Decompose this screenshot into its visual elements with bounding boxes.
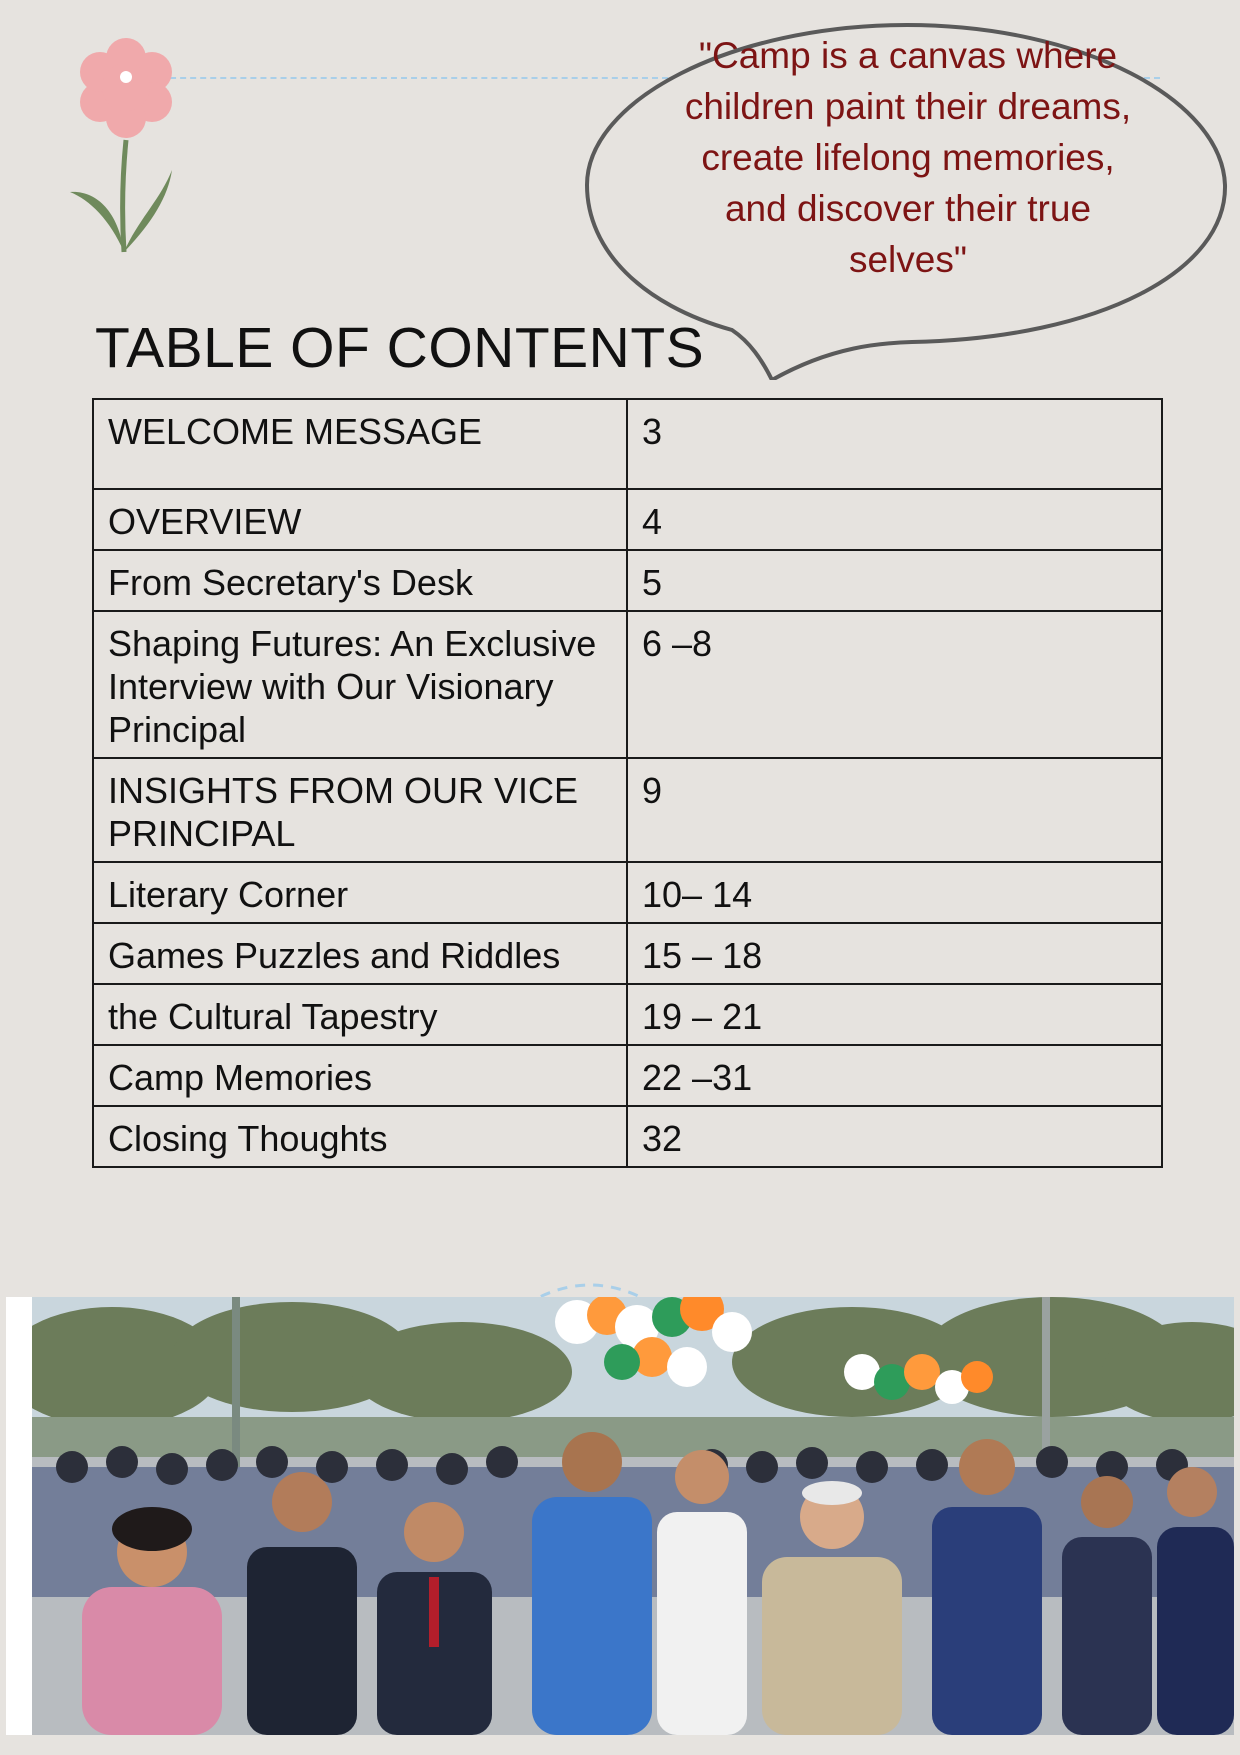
toc-section-label: the Cultural Tapestry [93, 984, 627, 1045]
toc-page-range: 5 [627, 550, 1162, 611]
table-row [93, 611, 1162, 758]
toc-section-label: From Secretary's Desk [93, 550, 627, 611]
photo-frame [6, 1297, 1234, 1735]
toc-section-label: Literary Corner [93, 862, 627, 923]
camp-quote: "Camp is a canvas where children paint their dreams, create lifelong memories, and discover their true selves" [684, 35, 1132, 280]
toc-page-range: 9 [627, 758, 1162, 862]
toc-section-label: Closing Thoughts [93, 1106, 627, 1167]
flower-icon [60, 20, 190, 260]
page-title: TABLE OF CONTENTS [95, 316, 705, 380]
table-row [93, 758, 1162, 862]
toc-page-range: 3 [627, 399, 1162, 489]
table-row [93, 984, 1162, 1045]
table-row [93, 399, 1162, 489]
table-row [93, 1045, 1162, 1106]
toc-section-label: Shaping Futures: An Exclusive Interview with Our Visionary Principal [93, 611, 627, 758]
toc-page-range: 6 –8 [627, 611, 1162, 758]
table-row [93, 550, 1162, 611]
toc-section-label: Camp Memories [93, 1045, 627, 1106]
toc-section-label: WELCOME MESSAGE [93, 399, 627, 489]
table-row [93, 862, 1162, 923]
table-row [93, 489, 1162, 550]
toc-page-range: 19 – 21 [627, 984, 1162, 1045]
toc-page-range: 15 – 18 [627, 923, 1162, 984]
table-row [93, 1106, 1162, 1167]
toc-section-label: INSIGHTS FROM OUR VICE PRINCIPAL [93, 758, 627, 862]
toc-page-range: 4 [627, 489, 1162, 550]
table-row [93, 923, 1162, 984]
camp-group-photo [32, 1297, 1234, 1735]
toc-page-range: 32 [627, 1106, 1162, 1167]
toc-section-label: Games Puzzles and Riddles [93, 923, 627, 984]
table-of-contents [92, 398, 1163, 1168]
toc-section-label: OVERVIEW [93, 489, 627, 550]
toc-page-range: 10– 14 [627, 862, 1162, 923]
toc-page-range: 22 –31 [627, 1045, 1162, 1106]
